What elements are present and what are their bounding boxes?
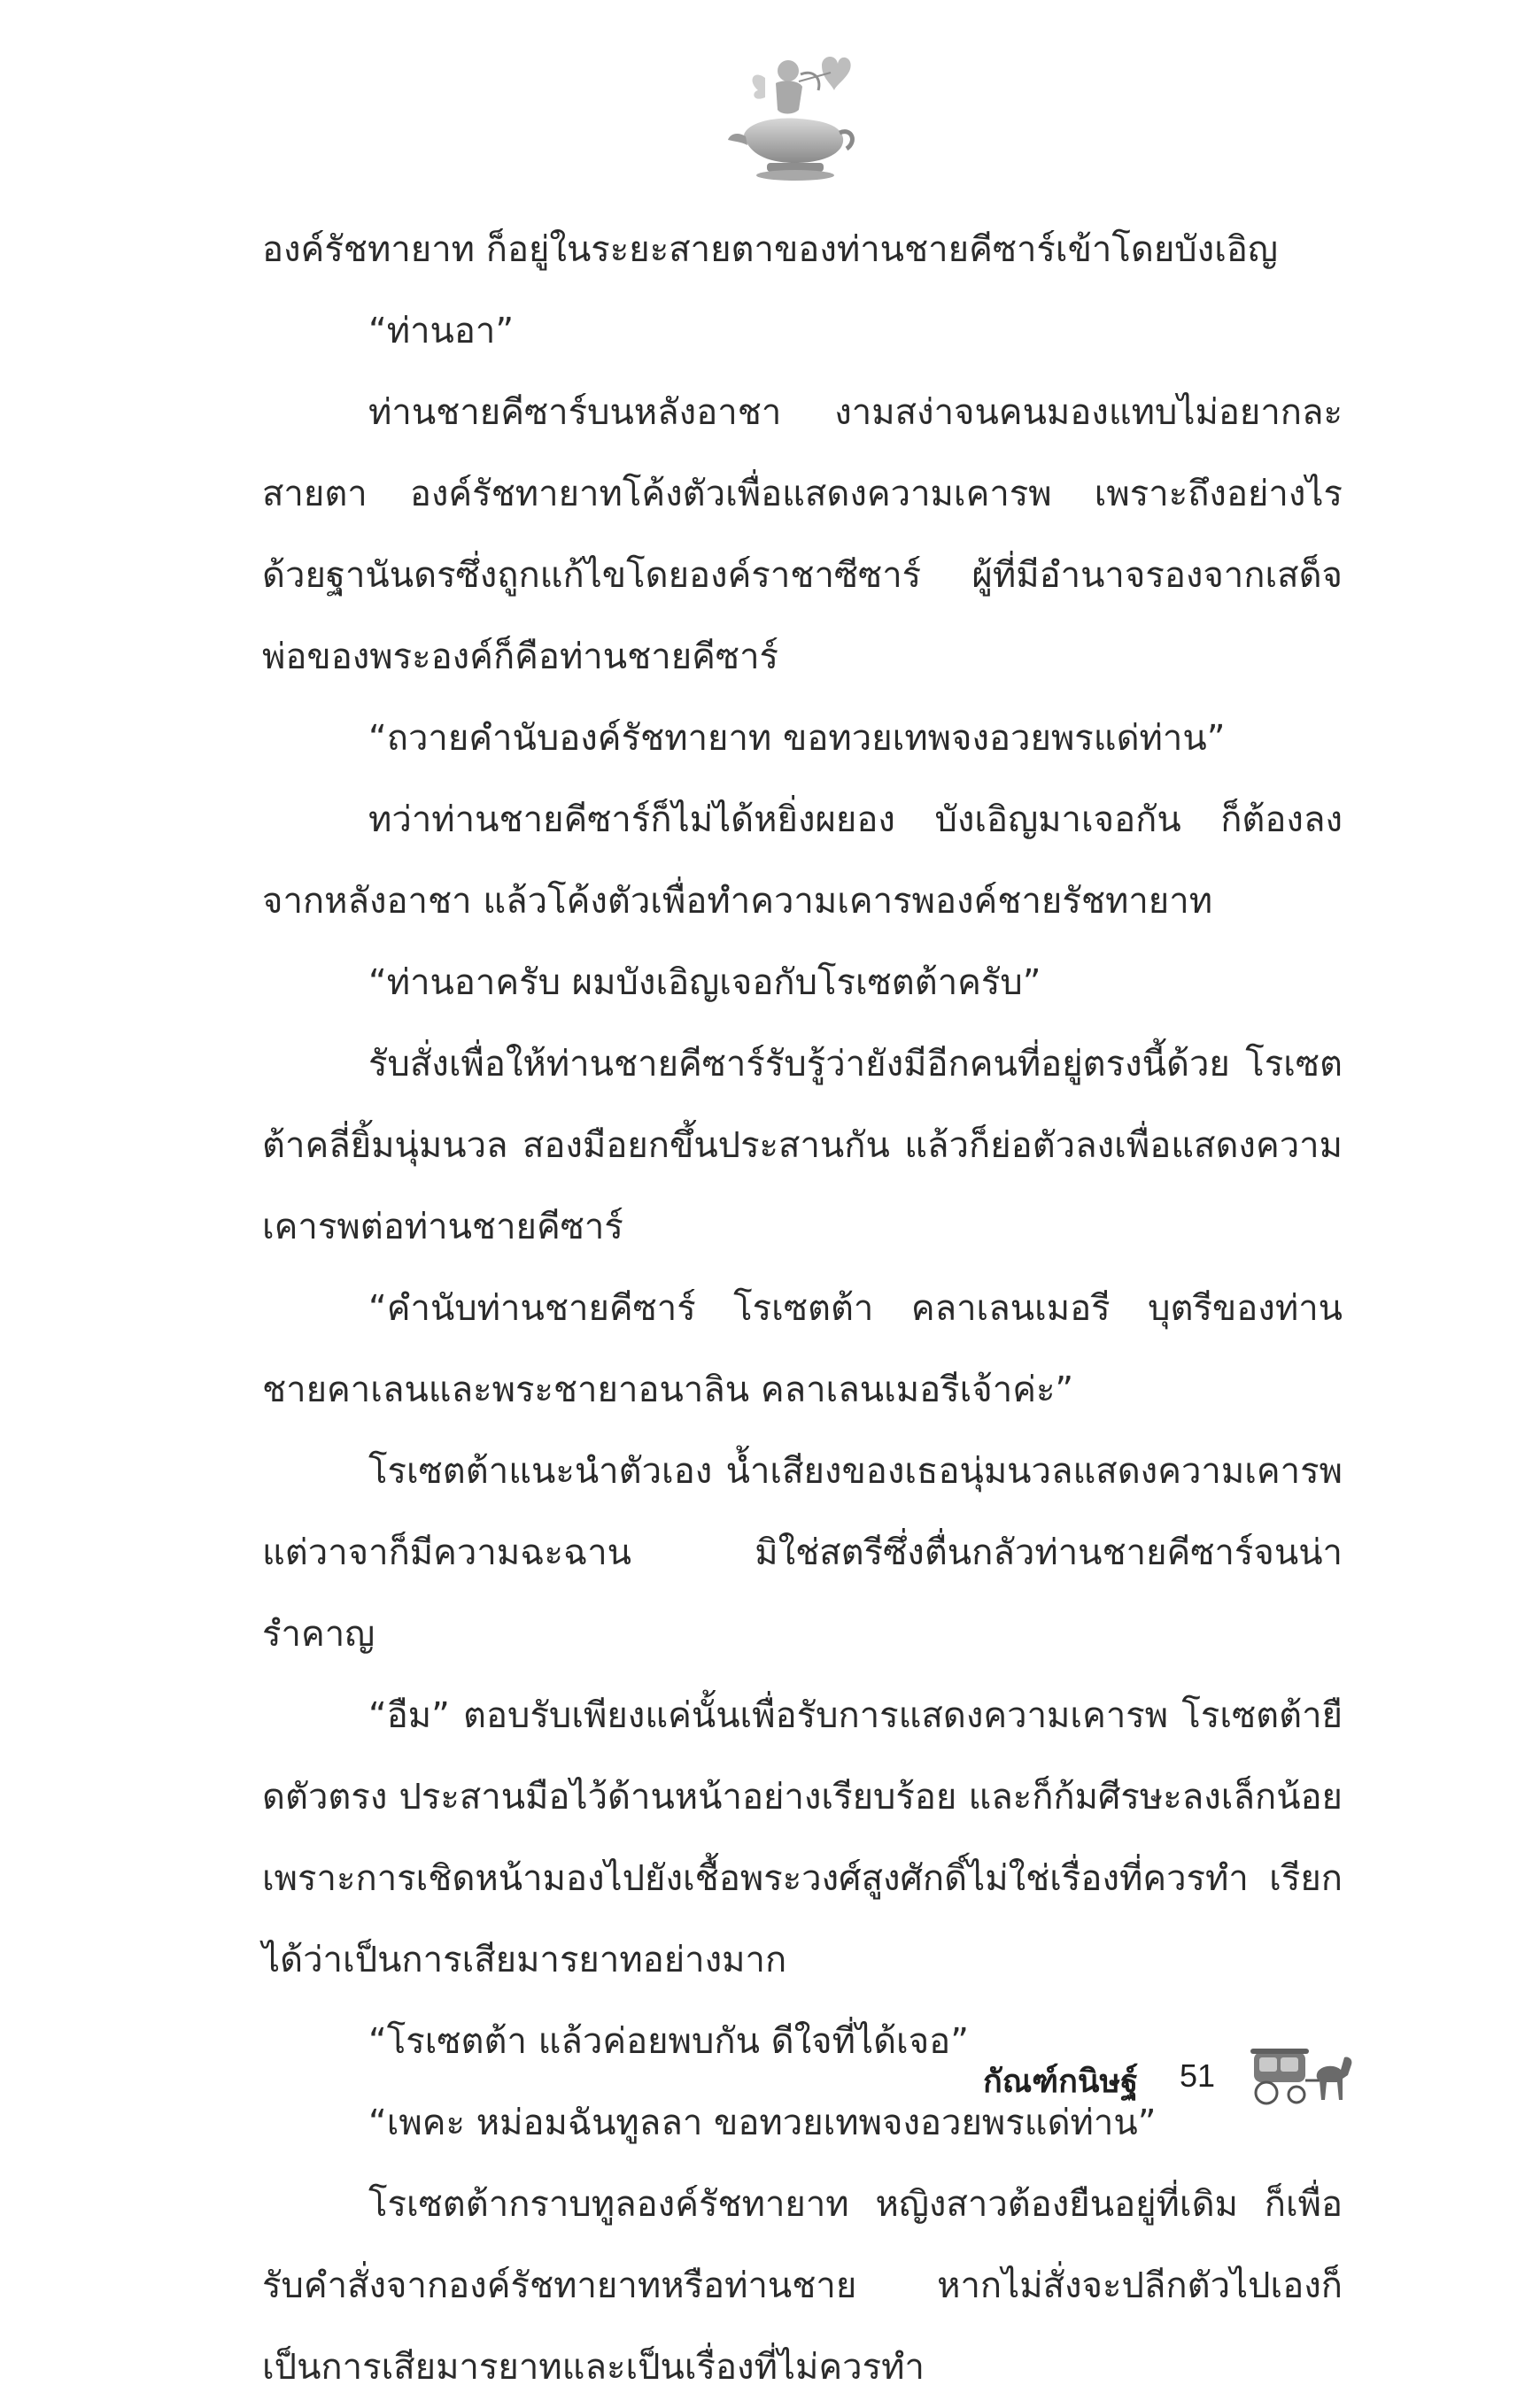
paragraph: ท่านชายคีซาร์บนหลังอาชา งามสง่าจนคนมองแทบไม่อยากละสายตา องค์รัชทายาทโค้งตัวเพื่อแสดงความเคารพ เพราะถึงอย่างไรด้วยฐานันดรซึ่งถูกแก้ไขโดยองค์ราชาซีซาร์ ผู้ที่มีอำนาจรองจากเสด็จพ่อของพระองค์ก็คือท่านชายคีซาร์ [262, 392, 1343, 677]
paragraph: “ถวายคำนับองค์รัชทายาท ขอทวยเทพจงอวยพรแด่ท่าน” [368, 718, 1226, 759]
paragraph: องค์รัชทายาท ก็อยู่ในระยะสายตาของท่านชายคีซาร์เข้าโดยบังเอิญ [262, 229, 1278, 270]
paragraph: “โรเซตต้า แล้วค่อยพบกัน ดีใจที่ได้เจอ” [368, 2021, 969, 2062]
book-title: กัณฑ์กนิษฐ์ [983, 2064, 1139, 2100]
paragraph: รับสั่งเพื่อให้ท่านชายคีซาร์รับรู้ว่ายังมีอีกคนที่อยู่ตรงนี้ด้วย โรเซตต้าคลี่ยิ้มนุ่มนวล สองมือยกขึ้นประสานกัน แล้วก็ย่อตัวลงเพื่อแสดงความเคารพต่อท่านชายคีซาร์ [262, 1044, 1343, 1247]
paragraph: “ท่านอา” [368, 311, 515, 351]
page-number: 51 [1180, 2057, 1216, 2094]
paragraph: “อืม” ตอบรับเพียงแค่นั้นเพื่อรับการแสดงความเคารพ โรเซตต้ายืดตัวตรง ประสานมือไว้ด้านหน้าอย่างเรียบร้อย และก็ก้มศีรษะลงเล็กน้อย เพราะการเชิดหน้ามองไปยังเชื้อพระวงศ์สูงศักดิ์ไม่ใช่เรื่องที่ควรทำ เรียกได้ว่าเป็นการเสียมารยาทอย่างมาก [262, 1695, 1343, 1980]
page-footer [983, 2045, 1355, 2116]
paragraph: “เพคะ หม่อมฉันทูลลา ขอทวยเทพจงอวยพรแด่ท่าน” [368, 2103, 1157, 2143]
paragraph: โรเซตต้ากราบทูลองค์รัชทายาท หญิงสาวต้องยืนอยู่ที่เดิม ก็เพื่อรับคำสั่งจากองค์รัชทายาทหรือท่านชาย หากไม่สั่งจะปลีกตัวไปเองก็เป็นการเสียมารยาทและเป็นเรื่องที่ไม่ควรทำ [262, 2184, 1343, 2388]
paragraph: “ท่านอาครับ ผมบังเอิญเจอกับโรเซตต้าครับ” [368, 962, 1041, 1003]
paragraph: “คำนับท่านชายคีซาร์ โรเซตต้า คลาเลนเมอรี บุตรีของท่านชายคาเลนและพระชายาอนาลิน คลาเลนเมอรีเจ้าค่ะ” [262, 1288, 1343, 1410]
cupid-teapot-ornament-icon [726, 42, 859, 184]
paragraph: โรเซตต้าแนะนำตัวเอง น้ำเสียงของเธอนุ่มนวลแสดงความเคารพแต่วาจาก็มีความฉะฉาน มิใช่สตรีซึ่งตื่นกลัวท่านชายคีซาร์จนน่ารำคาญ [262, 1451, 1343, 1655]
paragraph: ทว่าท่านชายคีซาร์ก็ไม่ได้หยิ่งผยอง บังเอิญมาเจอกัน ก็ต้องลงจากหลังอาชา แล้วโค้งตัวเพื่อทำความเคารพองค์ชายรัชทายาท [262, 799, 1343, 922]
horse-carriage-icon [1249, 2045, 1355, 2107]
